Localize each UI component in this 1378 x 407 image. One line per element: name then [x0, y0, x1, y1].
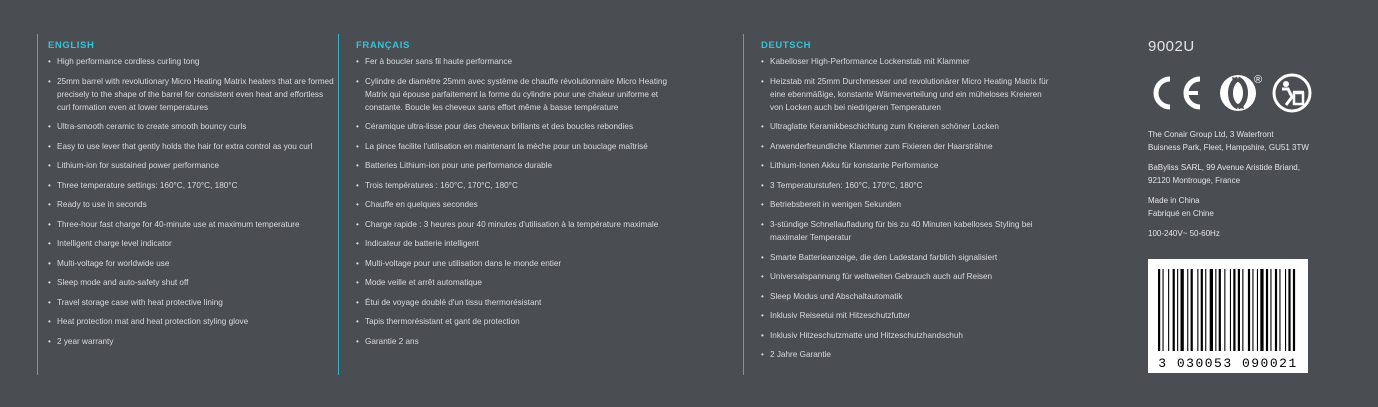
feature-item: • Three temperature settings: 160°C, 170°C, 180°C	[48, 179, 336, 192]
barcode-bar	[1275, 269, 1277, 351]
feature-item: • Fer à boucler sans fil haute performance	[356, 55, 676, 68]
barcode-bar	[1279, 269, 1280, 351]
barcode-bar	[1205, 269, 1206, 351]
feature-item: • Cylindre de diamètre 25mm avec système de chauffe révolutionnaire Micro Heating Matrix qui épouse parfaitement la forme du cylindre pour une chaleur uniforme et constante. Boucle les cheveux sans effort même à basse température	[356, 75, 676, 115]
manufacturer-info	[1148, 129, 1348, 241]
barcode-bar	[1187, 269, 1188, 351]
english-feature-list	[48, 55, 336, 348]
feature-item: • Lithium-ion for sustained power performance	[48, 159, 336, 172]
barcode-bar	[1219, 269, 1221, 351]
registered-mark: ®	[1254, 74, 1262, 86]
feature-item: • 2 year warranty	[48, 335, 336, 348]
feature-item: • Ready to use in seconds	[48, 198, 336, 211]
barcode-bar	[1288, 269, 1290, 351]
barcode-bar	[1210, 269, 1213, 351]
barcode-bar	[1285, 269, 1286, 351]
barcode-bar	[1248, 269, 1250, 351]
barcode-bar	[1181, 269, 1184, 351]
feature-item: • High performance cordless curling tong	[48, 55, 336, 68]
recycle-person-icon	[1272, 73, 1312, 113]
feature-item: • Céramique ultra-lisse pour des cheveux brillants et des boucles rebondies	[356, 120, 676, 133]
feature-item: • Anwenderfreundliche Klammer zum Fixieren der Haarsträhne	[761, 140, 1057, 153]
french-feature-list	[356, 55, 676, 348]
german-column	[743, 34, 1057, 375]
english-heading: ENGLISH	[48, 40, 95, 51]
barcode-bar	[1252, 269, 1253, 351]
feature-item: • 25mm barrel with revolutionary Micro Heating Matrix heaters that are formed precisely to the shape of the barrel for consistent even heat and effortless curl formation even at lower temperatures	[48, 75, 336, 115]
barcode-bar	[1191, 269, 1193, 351]
certification-logos	[1148, 73, 1348, 113]
feature-item: • Étui de voyage doublé d'un tissu thermorésistant	[356, 296, 676, 309]
barcode-bar	[1238, 269, 1240, 351]
feature-item: • Sleep mode and auto-safety shut off	[48, 276, 336, 289]
barcode-bar	[1173, 269, 1175, 351]
barcode	[1148, 259, 1308, 373]
feature-item: • 3 Temperaturstufen: 160°C, 170°C, 180°C	[761, 179, 1057, 192]
barcode-bar	[1230, 269, 1231, 351]
feature-item: • Trois températures : 160°C, 170°C, 180°C	[356, 179, 676, 192]
feature-item: • Multi-voltage for worldwide use	[48, 257, 336, 270]
barcode-icon	[1148, 259, 1308, 373]
feature-item: • Sleep Modus und Abschaltautomatik	[761, 290, 1057, 303]
barcode-bar	[1201, 269, 1203, 351]
feature-item: • Garantie 2 ans	[356, 335, 676, 348]
feature-item: • Betriebsbereit in wenigen Sekunden	[761, 198, 1057, 211]
barcode-number: 3 030053 090021	[1158, 356, 1298, 371]
feature-item: • Batteries Lithium-ion pour une performance durable	[356, 159, 676, 172]
feature-item: • Heizstab mit 25mm Durchmesser und revolutionärer Micro Heating Matrix für eine ebenmäßige, konstante Wärmeverteilung und ein müheloses Kreieren von Locken auch bei niedrigeren Temperaturen	[761, 75, 1057, 115]
barcode-bar	[1224, 269, 1225, 351]
english-column	[37, 34, 336, 375]
model-number: 9002U	[1148, 38, 1195, 55]
barcode-bar	[1158, 269, 1160, 351]
barcode-bar	[1168, 269, 1169, 351]
feature-item: • Inklusiv Hitzeschutzmatte und Hitzeschutzhandschuh	[761, 329, 1057, 342]
barcode-bar	[1197, 269, 1198, 351]
uk-address: The Conair Group Ltd, 3 Waterfront Buisness Park, Fleet, Hampshire, GU51 3TW	[1148, 130, 1309, 152]
barcode-bar	[1257, 269, 1258, 351]
feature-item: • Mode veille et arrêt automatique	[356, 276, 676, 289]
feature-item: • Intelligent charge level indicator	[48, 237, 336, 250]
feature-item: • Universalspannung für weltweiten Gebrauch auch auf Reisen	[761, 270, 1057, 283]
feature-item: • Multi-voltage pour une utilisation dans le monde entier	[356, 257, 676, 270]
ce-mark-icon	[1148, 75, 1208, 111]
feature-item: • Chauffe en quelques secondes	[356, 198, 676, 211]
feature-item: • Ultra-smooth ceramic to create smooth bouncy curls	[48, 120, 336, 133]
feature-item: • 3-stündige Schnellaufladung für bis zu 40 Minuten kabelloses Styling bei maximaler Temperatur	[761, 218, 1057, 244]
barcode-bar	[1270, 269, 1271, 351]
green-dot-icon	[1218, 73, 1262, 113]
french-column	[338, 34, 676, 375]
product-info-panel	[1148, 38, 1348, 249]
feature-item: • Kabelloser High-Performance Lockenstab mit Klammer	[761, 55, 1057, 68]
barcode-bar	[1215, 269, 1216, 351]
feature-item: • Three-hour fast charge for 40-minute use at maximum temperature	[48, 218, 336, 231]
fr-address: BaByliss SARL, 99 Avenue Aristide Briand, 92120 Montrouge, France	[1148, 163, 1300, 185]
feature-item: • Smarte Batterieanzeige, die den Ladestand farblich signalisiert	[761, 251, 1057, 264]
barcode-bar	[1260, 269, 1263, 351]
barcode-bar	[1163, 269, 1164, 351]
feature-item: • Heat protection mat and heat protection styling glove	[48, 315, 336, 328]
feature-item: • 2 Jahre Garantie	[761, 348, 1057, 361]
feature-item: • Easy to use lever that gently holds the hair for extra control as you curl	[48, 140, 336, 153]
barcode-bar	[1293, 269, 1295, 351]
barcode-bar	[1233, 269, 1235, 351]
feature-item: • La pince facilite l'utilisation en maintenant la mèche pour un bouclage maîtrisé	[356, 140, 676, 153]
barcode-bar	[1266, 269, 1268, 351]
feature-item: • Charge rapide : 3 heures pour 40 minutes d'utilisation à la température maximale	[356, 218, 676, 231]
feature-item: • Travel storage case with heat protective lining	[48, 296, 336, 309]
feature-item: • Ultraglatte Keramikbeschichtung zum Kreieren schöner Locken	[761, 120, 1057, 133]
german-feature-list	[761, 55, 1057, 361]
barcode-bar	[1177, 269, 1178, 351]
feature-item: • Indicateur de batterie intelligent	[356, 237, 676, 250]
german-heading: DEUTSCH	[761, 40, 812, 51]
voltage-rating: 100-240V~ 50-60Hz	[1148, 229, 1220, 238]
barcode-bar	[1242, 269, 1243, 351]
feature-item: • Inklusiv Reiseetui mit Hitzeschutzfutter	[761, 309, 1057, 322]
french-heading: FRANÇAIS	[356, 40, 410, 51]
made-in: Made in China Fabriqué en Chine	[1148, 196, 1214, 218]
feature-item: • Tapis thermorésistant et gant de protection	[356, 315, 676, 328]
feature-item: • Lithium-Ionen Akku für konstante Performance	[761, 159, 1057, 172]
